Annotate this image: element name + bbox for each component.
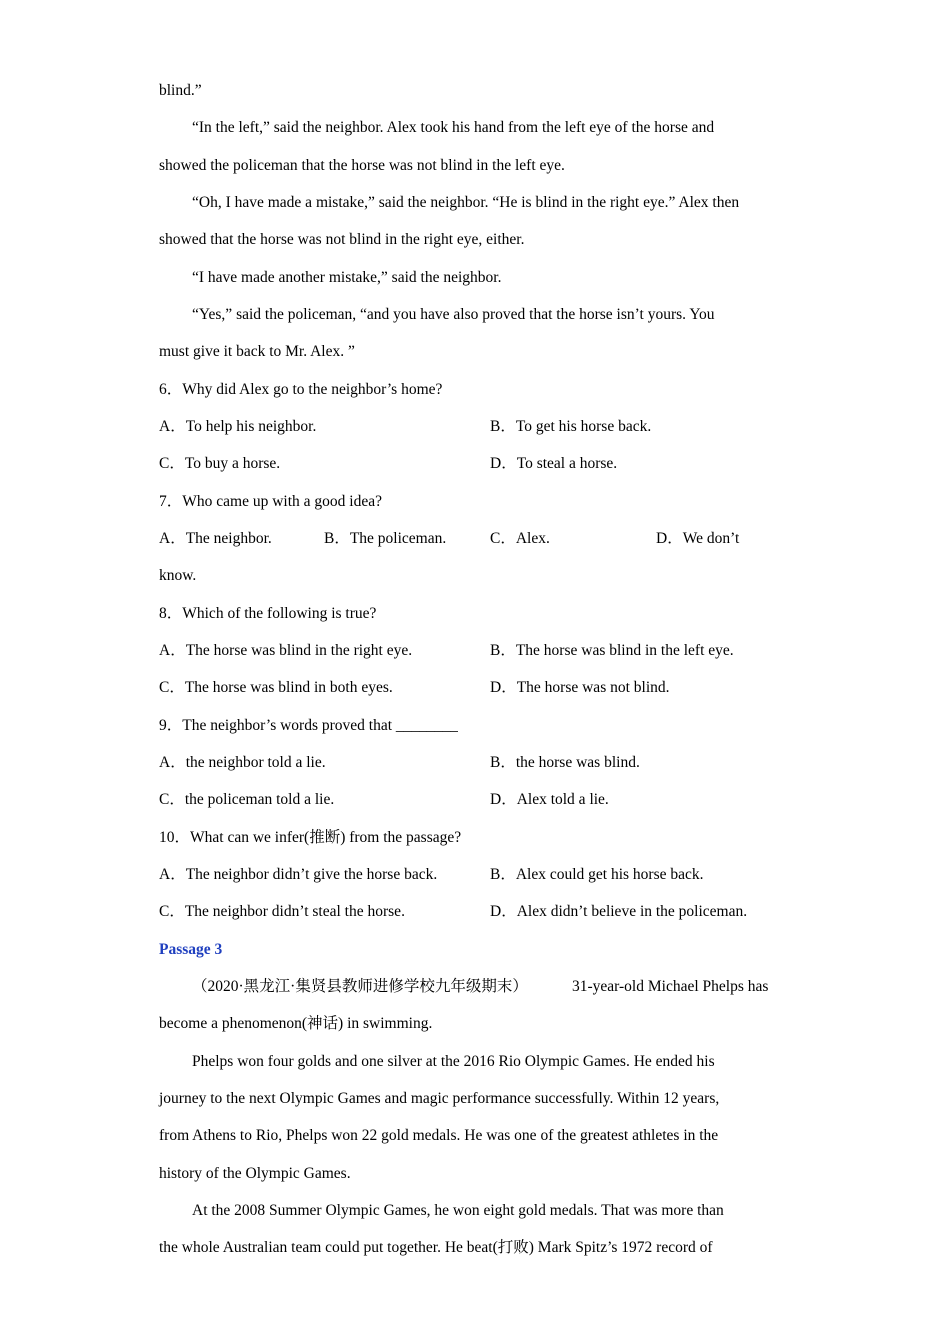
option-a: A．The neighbor.: [159, 530, 272, 547]
option-d: D．To steal a horse.: [490, 455, 618, 472]
option-a: A．To help his neighbor.: [159, 418, 317, 435]
passage-line: At the 2008 Summer Olympic Games, he won eight gold medals. That was more than: [192, 1202, 724, 1219]
option-c: C．the policeman told a lie.: [159, 791, 335, 808]
story-line: “I have made another mistake,” said the neighbor.: [192, 269, 502, 286]
story-line: showed the policeman that the horse was not blind in the left eye.: [159, 157, 565, 174]
option-b: B．To get his horse back.: [490, 418, 652, 435]
story-line: blind.”: [159, 82, 202, 99]
option-c: C．Alex.: [490, 530, 550, 547]
option-c: C．To buy a horse.: [159, 455, 281, 472]
passage-line: from Athens to Rio, Phelps won 22 gold medals. He was one of the greatest athletes in the: [159, 1127, 719, 1144]
passage-title: Passage 3: [159, 941, 223, 958]
option-d: D．Alex told a lie.: [490, 791, 609, 808]
option-b: B．Alex could get his horse back.: [490, 866, 704, 883]
passage-line: journey to the next Olympic Games and magic performance successfully. Within 12 years,: [159, 1090, 720, 1107]
option-d: D．The horse was not blind.: [490, 679, 670, 696]
question-stem: 7．Who came up with a good idea?: [159, 493, 382, 510]
option-b: B．the horse was blind.: [490, 754, 640, 771]
passage-line: 31-year-old Michael Phelps has: [572, 978, 769, 995]
question-stem: 10．What can we infer(推断) from the passage?: [159, 829, 462, 846]
passage-line: history of the Olympic Games.: [159, 1165, 351, 1182]
story-line: “Yes,” said the policeman, “and you have also proved that the horse isn’t yours. You: [192, 306, 715, 323]
option-b: B．The policeman.: [324, 530, 447, 547]
option-a: A．The horse was blind in the right eye.: [159, 642, 413, 659]
story-line: “In the left,” said the neighbor. Alex took his hand from the left eye of the horse and: [192, 119, 715, 136]
passage-source: （2020·黑龙江·集贤县教师进修学校九年级期末）: [192, 978, 528, 995]
option-d-wrap: know.: [159, 567, 197, 584]
option-a: A．The neighbor didn’t give the horse back.: [159, 866, 438, 883]
question-stem: 8．Which of the following is true?: [159, 605, 377, 622]
option-c: C．The neighbor didn’t steal the horse.: [159, 903, 405, 920]
option-b: B．The horse was blind in the left eye.: [490, 642, 734, 659]
story-line: showed that the horse was not blind in the right eye, either.: [159, 231, 525, 248]
option-a: A．the neighbor told a lie.: [159, 754, 326, 771]
question-stem: 6．Why did Alex go to the neighbor’s home?: [159, 381, 443, 398]
passage-line: Phelps won four golds and one silver at the 2016 Rio Olympic Games. He ended his: [192, 1053, 715, 1070]
option-d: D．Alex didn’t believe in the policeman.: [490, 903, 748, 920]
question-stem: 9．The neighbor’s words proved that ________: [159, 717, 458, 734]
option-d: D．We don’t: [656, 530, 740, 547]
story-line: “Oh, I have made a mistake,” said the neighbor. “He is blind in the right eye.” Alex then: [192, 194, 740, 211]
option-c: C．The horse was blind in both eyes.: [159, 679, 393, 696]
story-line: must give it back to Mr. Alex. ”: [159, 343, 355, 360]
passage-line: become a phenomenon(神话) in swimming.: [159, 1015, 433, 1032]
passage-line: the whole Australian team could put together. He beat(打败) Mark Spitz’s 1972 record of: [159, 1239, 713, 1256]
